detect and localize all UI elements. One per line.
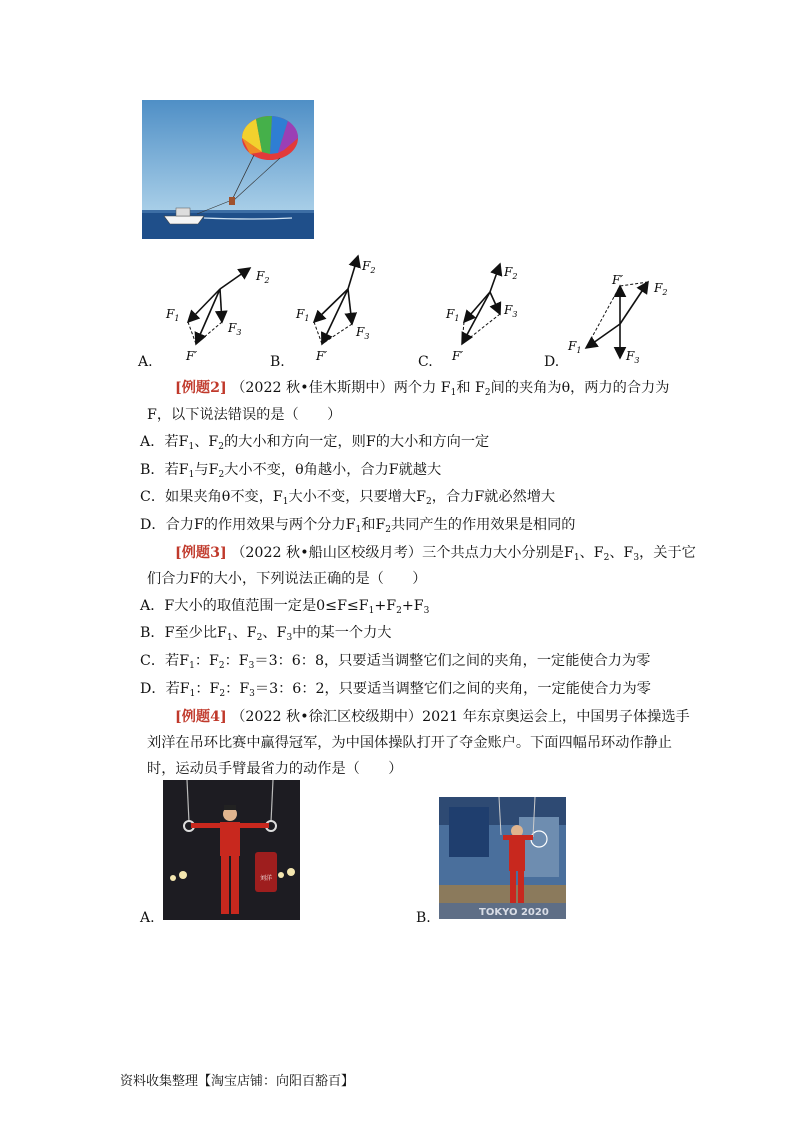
example3-stem-line1: [例题3] （2022 秋•船山区校级月考）三个共点力大小分别是$F_1$、$F_2$、$F_3$，关于它 xyxy=(175,545,696,563)
svg-text:F′: F′ xyxy=(612,273,624,287)
svg-text:F3: $F_3$ xyxy=(626,349,640,365)
example3-tag: [例题3] xyxy=(175,545,227,561)
diagram-option-a-label: A. xyxy=(138,354,153,370)
example3-option-b[interactable]: B．F至少比$F_1$、$F_2$、$F_3$中的某一个力大 xyxy=(140,625,392,643)
svg-text:F1: $F_1$ xyxy=(446,307,460,323)
example4-stem-line2: 刘洋在吊环比赛中赢得冠军，为中国体操队打开了夺金账户。下面四幅吊环动作静止 xyxy=(147,735,672,751)
diagram-d xyxy=(567,273,667,365)
gymnast-photo-a xyxy=(163,780,300,920)
example2-stem-line2: F，以下说法错误的是（ ） xyxy=(147,407,342,423)
example4-stem-line1: [例题4] （2022 秋•徐汇区校级期中）2021 年东京奥运会上，中国男子体操选手 xyxy=(175,709,690,725)
gymnast-b-image xyxy=(439,797,566,919)
example2-stem-line1: [例题2] （2022 秋•佳木斯期中）两个力 $F_1$和 $F_2$间的夹角为θ，两力的合力为 xyxy=(175,380,670,398)
svg-text:F1: $F_1$ xyxy=(568,339,582,355)
svg-text:F3: $F_3$ xyxy=(228,321,242,337)
example2-option-a[interactable]: A．若$F_1$、$F_2$的大小和方向一定，则F的大小和方向一定 xyxy=(140,434,490,452)
svg-text:F3: $F_3$ xyxy=(504,303,518,319)
svg-text:F′: F′ xyxy=(316,349,328,363)
diagram-c xyxy=(445,264,517,363)
example3-source: （2022 秋•船山区校级月考） xyxy=(231,545,423,561)
example3-option-a[interactable]: A．F大小的取值范围一定是$0\le F\le F_1+F_2+F_3$ xyxy=(140,598,430,616)
gymnast-a-image xyxy=(163,780,300,920)
parasail-image xyxy=(142,100,314,239)
example4-option-b[interactable]: B. xyxy=(416,910,431,926)
example4-tag: [例题4] xyxy=(175,709,227,725)
example3-option-d[interactable]: D．若$F_1$：$F_2$：$F_3=3$：6：2，只要适当调整它们之间的夹角，一定能使合力为零 xyxy=(140,681,651,699)
diagram-option-d-label: D. xyxy=(544,354,560,370)
force-diagram-options xyxy=(130,248,690,373)
gymnast-a-sign: 刘洋 xyxy=(259,875,273,882)
svg-text:F1: $F_1$ xyxy=(166,307,180,323)
svg-text:F′: F′ xyxy=(186,349,198,363)
example4-stem-line3: 时，运动员手臂最省力的动作是（ ） xyxy=(147,761,403,777)
example3-stem-line2: 们合力F的大小，下列说法正确的是（ ） xyxy=(147,571,427,587)
diagram-a xyxy=(165,268,269,363)
example2-option-c[interactable]: C．如果夹角θ不变，$F_1$大小不变，只要增大$F_2$，合力F就必然增大 xyxy=(140,489,556,507)
example2-option-b[interactable]: B．若$F_1$与$F_2$大小不变，θ角越小，合力F就越大 xyxy=(140,462,442,480)
gymnast-b-banner: TOKYO 2020 xyxy=(479,907,549,918)
diagram-option-c-label: C. xyxy=(418,354,433,370)
svg-text:F3: $F_3$ xyxy=(356,325,370,341)
svg-text:F2: $F_2$ xyxy=(362,259,376,275)
diagram-option-b-label: B. xyxy=(270,354,285,370)
svg-text:F2: $F_2$ xyxy=(654,281,668,297)
example3-option-c[interactable]: C．若$F_1$：$F_2$：$F_3=3$：6：8，只要适当调整它们之间的夹角，一定能使合力为零 xyxy=(140,653,651,671)
gymnast-photo-b xyxy=(439,797,566,919)
svg-text:F2: $F_2$ xyxy=(256,269,270,285)
parasail-photo xyxy=(142,100,314,239)
diagram-b xyxy=(295,256,375,363)
svg-text:F1: $F_1$ xyxy=(296,307,310,323)
example4-source: （2022 秋•徐汇区校级期中） xyxy=(231,709,423,725)
svg-text:F2: $F_2$ xyxy=(504,265,518,281)
footer-text: 资料收集整理【淘宝店铺：向阳百豁百】 xyxy=(120,1074,355,1089)
example2-tag: [例题2] xyxy=(175,380,227,396)
example2-option-d[interactable]: D．合力F的作用效果与两个分力$F_1$和$F_2$共同产生的作用效果是相同的 xyxy=(140,517,576,535)
example2-source: （2022 秋•佳木斯期中） xyxy=(231,380,394,396)
force-diagrams-svg xyxy=(130,248,690,373)
example4-option-a[interactable]: A. xyxy=(140,910,155,926)
svg-text:F′: F′ xyxy=(452,349,464,363)
